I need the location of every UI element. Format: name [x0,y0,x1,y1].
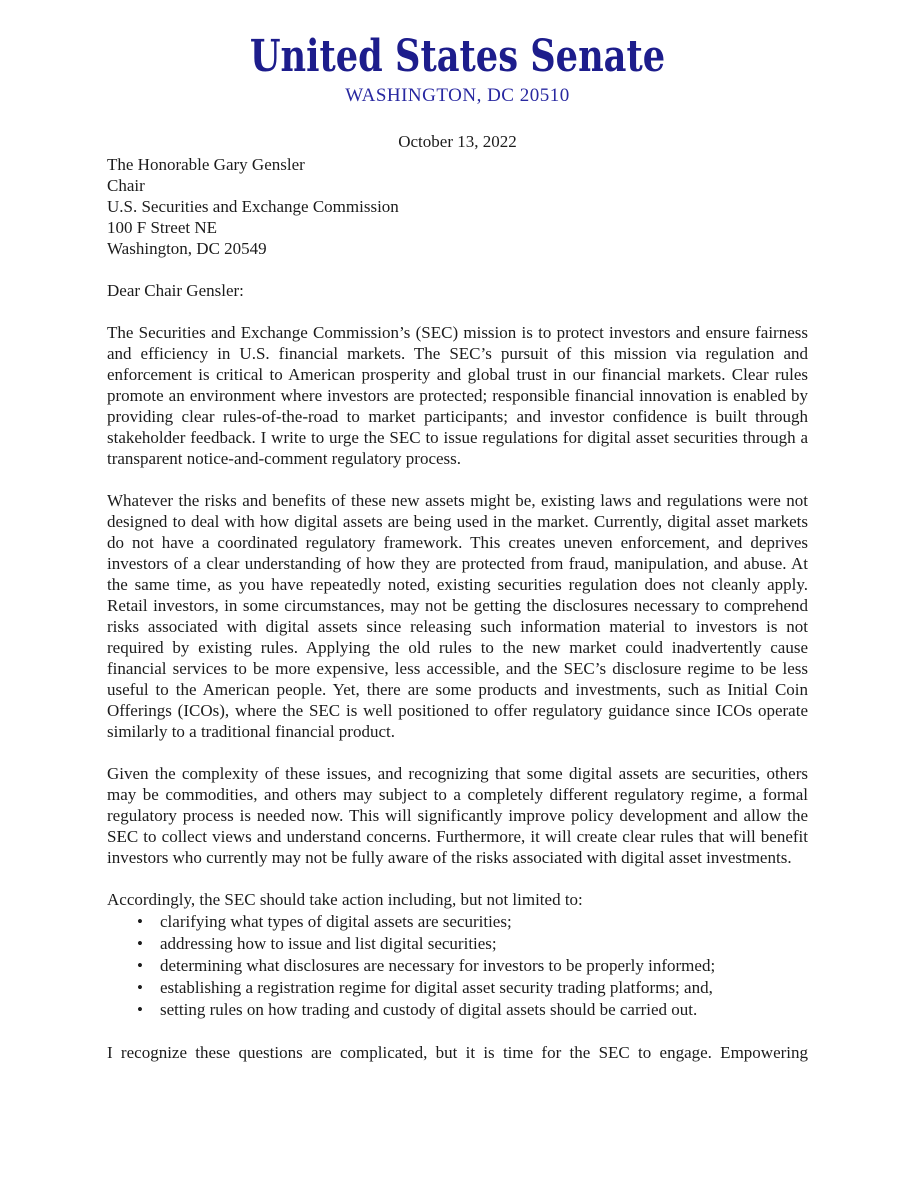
paragraph-mission: The Securities and Exchange Commission’s (SEC) mission is to protect investors and ensure fairness and efficiency in U.S. financial markets. The SEC’s pursuit of this mission via regulation and enforcement is critical to American prosperity and global trust in our financial markets. Clear rules promote an environment where investors are protected; responsible financial innovation is enabled by providing clear rules-of-the-road to market participants; and investor confidence is built through stakeholder feedback. I write to urge the SEC to issue regulations for digital asset securities through a transparent notice-and-comment regulatory process. [107,323,808,468]
letterhead-title: United States Senate [249,31,666,82]
action-list [107,911,808,1021]
paragraph-complexity: Given the complexity of these issues, and recognizing that some digital assets are securities, others may be commodities, and others may subject to a completely different regulatory regime, a formal regulatory process is needed now. This will significantly improve policy development and allow the SEC to collect views and understand concerns. Furthermore, it will create clear rules that will benefit investors who currently may not be fully aware of the risks associated with digital asset investments. [107,764,808,867]
list-item-issue-list: • addressing how to issue and list digital securities; [107,933,808,955]
letterhead-address: WASHINGTON, DC 20510 [345,85,570,106]
letter-date: October 13, 2022 [398,132,517,151]
recipient-organization: U.S. Securities and Exchange Commission [107,197,399,216]
list-item-disclosures: • determining what disclosures are necessary for investors to be properly informed; [107,955,808,977]
list-item-securities: • clarifying what types of digital assets are securities; [107,911,808,933]
recipient-city: Washington, DC 20549 [107,239,267,258]
recipient-title: Chair [107,176,145,195]
recipient-block [107,154,808,259]
paragraph-risks: Whatever the risks and benefits of these new assets might be, existing laws and regulations were not designed to deal with how digital assets are being used in the market. Currently, digital asset markets do not have a coordinated regulatory framework. This creates uneven enforcement, and deprives investors of a clear understanding of how they are protected from fraud, manipulation, and abuse. At the same time, as you have repeatedly noted, existing securities regulation does not cleanly apply. Retail investors, in some circumstances, may not be getting the disclosures necessary to comprehend risks associated with digital assets since releasing such information material to investors is not required by existing rules. Applying the old rules to the new market could inadvertently cause financial services to be more expensive, less accessible, and the SEC’s disclosure regime to be less useful to the American people. Yet, there are some products and investments, such as Initial Coin Offerings (ICOs), where the SEC is well positioned to offer regulatory guidance since ICOs operate similarly to a traditional financial product. [107,491,808,741]
salutation: Dear Chair Gensler: [107,281,244,300]
recipient-name: The Honorable Gary Gensler [107,155,305,174]
recipient-street: 100 F Street NE [107,218,218,237]
closing-paragraph: I recognize these questions are complicated, but it is time for the SEC to engage. Empowering [107,1043,808,1062]
list-item-registration: • establishing a registration regime for digital asset security trading platforms; and, [107,977,808,999]
action-intro: Accordingly, the SEC should take action including, but not limited to: [107,890,583,909]
letterhead [107,31,808,107]
list-item-trading-custody: • setting rules on how trading and custody of digital assets should be carried out. [107,999,808,1021]
